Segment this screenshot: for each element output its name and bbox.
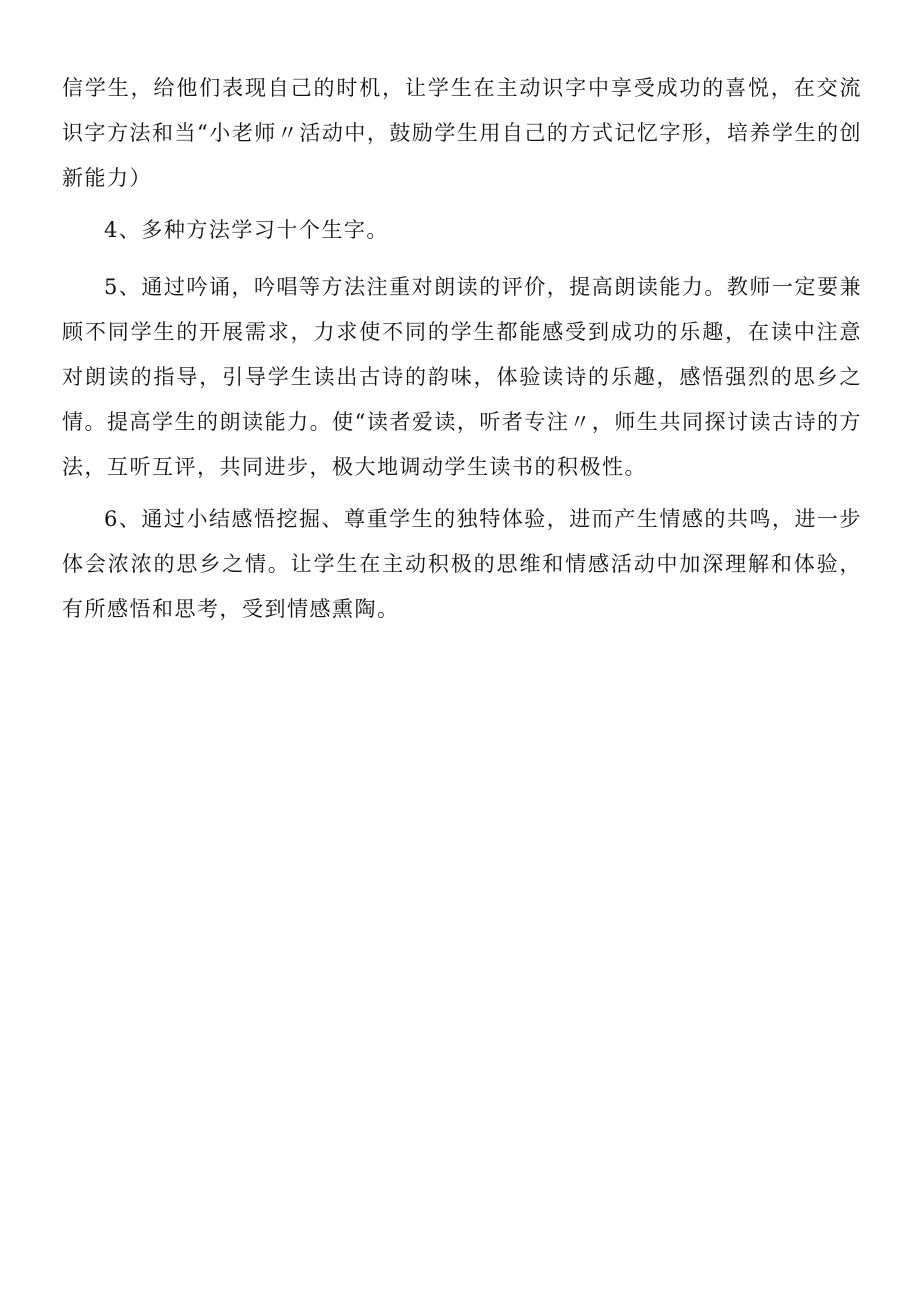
- paragraph-continuation: 信学生，给他们表现自己的时机，让学生在主动识字中享受成功的喜悦，在交流识字方法和当“小老师〃活动中，鼓励学生用自己的方式记忆字形，培养学生的创新能力）: [62, 76, 862, 190]
- paragraph-item-4: 4、多种方法学习十个生字。: [104, 218, 389, 242]
- paragraph-item-6: 6、通过小结感悟挖掘、尊重学生的独特体验，进而产生情感的共鸣，进一步体会浓浓的思乡之情。让学生在主动积极的思维和情感活动中加深理解和体验，有所感悟和思考，受到情感熏陶。: [62, 507, 862, 621]
- document-body: [62, 66, 862, 632]
- paragraph-item-5: 5、通过吟诵，吟唱等方法注重对朗读的评价，提高朗读能力。教师一定要兼顾不同学生的开展需求，力求使不同的学生都能感受到成功的乐趣，在读中注意对朗读的指导，引导学生读出古诗的韵味，体验读诗的乐趣，感悟强烈的思乡之情。提高学生的朗读能力。使“读者爱读，听者专注〃，师生共同探讨读古诗的方法，互听互评，共同进步，极大地调动学生读书的积极性。: [62, 275, 862, 479]
